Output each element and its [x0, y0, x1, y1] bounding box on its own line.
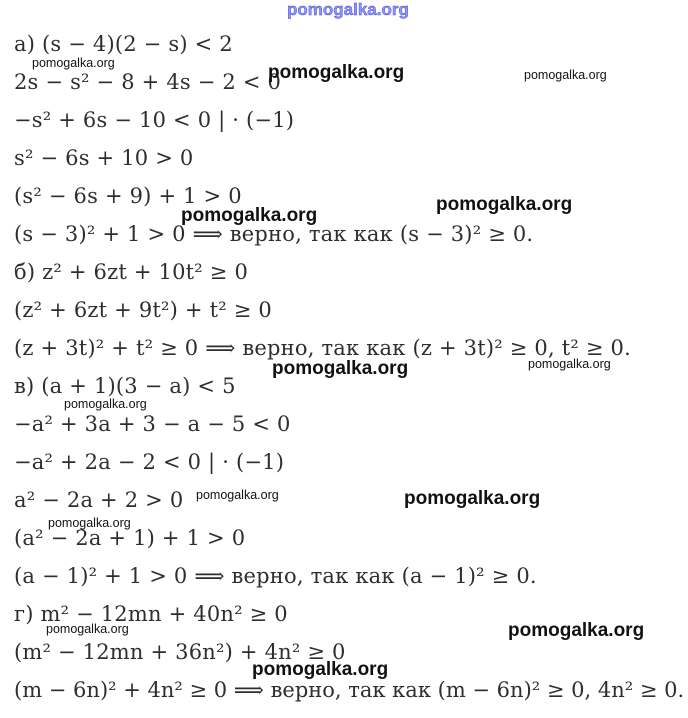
- line-a-step-4: (s² − 6s + 9) + 1 > 0: [14, 184, 242, 208]
- header-watermark: pomogalka.org: [287, 0, 409, 19]
- watermark: pomogalka.org: [64, 397, 147, 411]
- line-b-task: б) z² + 6zt + 10t² ≥ 0: [14, 260, 249, 284]
- line-g-step-1: (m² − 12mn + 36n²) + 4n² ≥ 0: [14, 640, 346, 664]
- watermark: pomogalka.org: [404, 488, 541, 509]
- watermark: pomogalka.org: [46, 622, 129, 636]
- line-g-task: г) m² − 12mn + 40n² ≥ 0: [14, 602, 288, 626]
- line-v-step-3: a² − 2a + 2 > 0: [14, 488, 184, 512]
- watermark: pomogalka.org: [268, 62, 405, 83]
- watermark: pomogalka.org: [528, 357, 611, 371]
- watermark: pomogalka.org: [524, 68, 607, 82]
- watermark: pomogalka.org: [196, 488, 279, 502]
- watermark: pomogalka.org: [436, 194, 573, 215]
- line-v-task: в) (a + 1)(3 − a) < 5: [14, 374, 236, 398]
- watermark: pomogalka.org: [32, 56, 115, 70]
- line-v-step-4: (a² − 2a + 1) + 1 > 0: [14, 526, 246, 550]
- line-a-step-2: −s² + 6s − 10 < 0 | · (−1): [14, 108, 295, 132]
- line-g-conclusion: (m − 6n)² + 4n² ≥ 0 ⟹ верно, так как (m − 6n)² ≥ 0, 4n² ≥ 0.: [14, 678, 685, 702]
- line-v-step-2: −a² + 2a − 2 < 0 | · (−1): [14, 450, 285, 474]
- watermark: pomogalka.org: [252, 659, 389, 680]
- watermark: pomogalka.org: [508, 620, 645, 641]
- line-a-task: а) (s − 4)(2 − s) < 2: [14, 32, 233, 56]
- line-b-step-1: (z² + 6zt + 9t²) + t² ≥ 0: [14, 298, 272, 322]
- line-v-step-1: −a² + 3a + 3 − a − 5 < 0: [14, 412, 291, 436]
- line-a-step-3: s² − 6s + 10 > 0: [14, 146, 194, 170]
- line-a-conclusion: (s − 3)² + 1 > 0 ⟹ верно, так как (s − 3)² ≥ 0.: [14, 222, 534, 246]
- line-a-step-1: 2s − s² − 8 + 4s − 2 < 0: [14, 70, 282, 94]
- watermark: pomogalka.org: [181, 205, 318, 226]
- line-v-conclusion: (a − 1)² + 1 > 0 ⟹ верно, так как (a − 1)² ≥ 0.: [14, 564, 537, 588]
- watermark: pomogalka.org: [48, 516, 131, 530]
- watermark: pomogalka.org: [272, 358, 409, 379]
- line-b-conclusion: (z + 3t)² + t² ≥ 0 ⟹ верно, так как (z + 3t)² ≥ 0, t² ≥ 0.: [14, 336, 631, 360]
